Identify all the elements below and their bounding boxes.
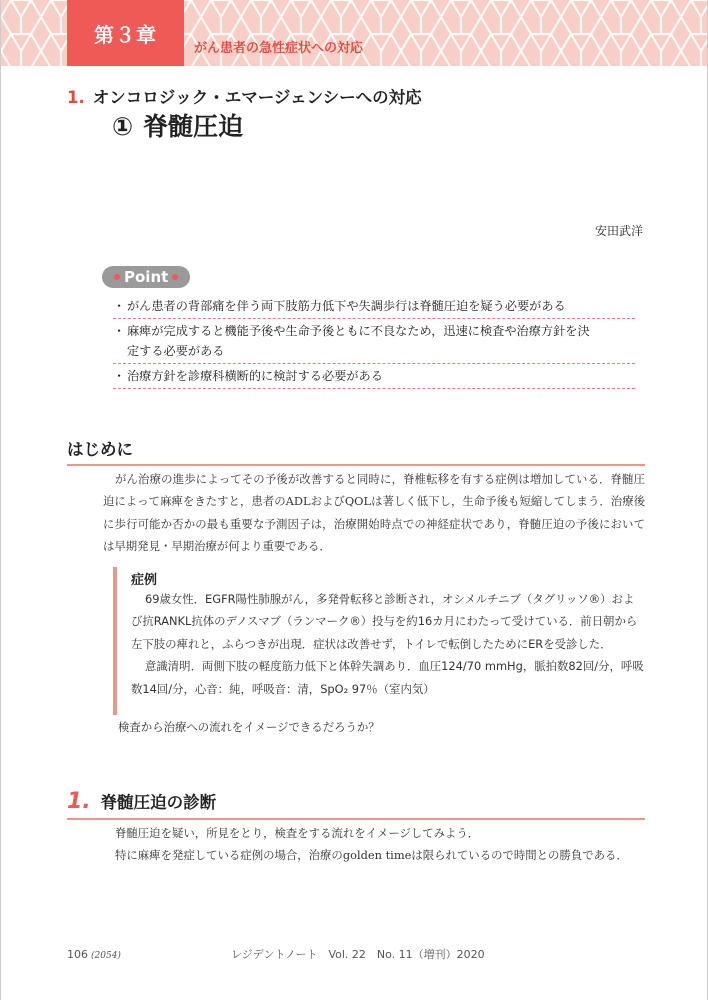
- case-title: 症例: [131, 573, 158, 588]
- chapter-header-band: [1, 0, 708, 66]
- page-footer: [67, 946, 485, 962]
- point-list: [113, 294, 635, 389]
- section-1-paragraph-2: 特に麻痺を発症している症例の場合，治療のgolden timeは限られているので時間との勝負である．: [115, 848, 628, 863]
- chapter-subtitle: がん患者の急性症状への対応: [194, 41, 364, 56]
- section-1-body: [103, 822, 645, 867]
- point-badge-label: Point: [124, 268, 169, 286]
- title-line2-text: 脊髄圧迫: [143, 112, 244, 141]
- point-item: ・ 麻痺が完成すると機能予後や生命予後ともに不良なため，迅速に検査や治療方針を決 定する必要がある: [113, 319, 635, 364]
- point-dot-right: [172, 274, 178, 280]
- case-question: 検査から治療への流れをイメージできるだろうか？: [118, 720, 380, 734]
- section-1-title: 脊髄圧迫の診断: [100, 793, 217, 812]
- journal-info: レジデントノート Vol. 22 No. 11（増刊）2020: [230, 948, 485, 961]
- point-badge: [102, 266, 190, 288]
- point-item: ・ 治療方針を診療科横断的に検討する必要がある: [113, 364, 635, 389]
- case-paragraph-1: 69歳女性．EGFR陽性肺腺がん，多発骨転移と診断され，オシメルチニブ（タグリッソ®）および抗RANKL抗体のデノスマブ（ランマーク®）投与を約16カ月にわたって受けている．前日朝から左下肢の痺れと，ふらつきが出現．症状は改善せず，トイレで転倒したためにERを受診した．: [131, 592, 638, 651]
- title-line1-text: オンコロジック・エマージェンシーへの対応: [92, 88, 422, 107]
- article-series-title: [67, 84, 422, 108]
- chapter-label: 第３章: [67, 0, 184, 66]
- page-number: 106: [67, 948, 88, 961]
- case-paragraph-2: 意識清明．両側下肢の軽度筋力低下と体幹失調あり．血圧124/70 mmHg，脈拍数82回/分，呼吸数14回/分，心音：純，呼吸音：清，SpO₂ 97％（室内気）: [131, 659, 644, 696]
- author-name: 安田武洋: [594, 224, 643, 238]
- intro-paragraph: がん治療の進歩によってその予後が改善すると同時に，脊椎転移を有する症例は増加している．脊髄圧迫によって麻痺をきたすと，患者のADLおよびQOLは著しく低下し，生命予後も短縮してしまう．治療後に歩行可能か否かの最も重要な予測因子は，治療開始時点での神経症状であり，脊髄圧迫の予後においては早期発見・早期治療が何より重要である．: [103, 472, 645, 554]
- point-item: ・ がん患者の背部痛を伴う両下肢筋力低下や失調歩行は脊髄圧迫を疑う必要がある: [113, 294, 635, 319]
- section-1-heading: [67, 789, 645, 820]
- page-code: (2054): [91, 951, 121, 961]
- point-dot-left: [114, 274, 120, 280]
- title-number: 1.: [67, 88, 85, 107]
- intro-heading: はじめに: [67, 436, 645, 466]
- title-circled-number: ①: [112, 112, 134, 141]
- section-1-number: 1.: [67, 789, 91, 814]
- section-1-paragraph-1: 脊髄圧迫を疑い，所見をとり，検査をする流れをイメージしてみよう．: [115, 826, 480, 840]
- case-box: [113, 567, 645, 715]
- article-title: [112, 107, 243, 143]
